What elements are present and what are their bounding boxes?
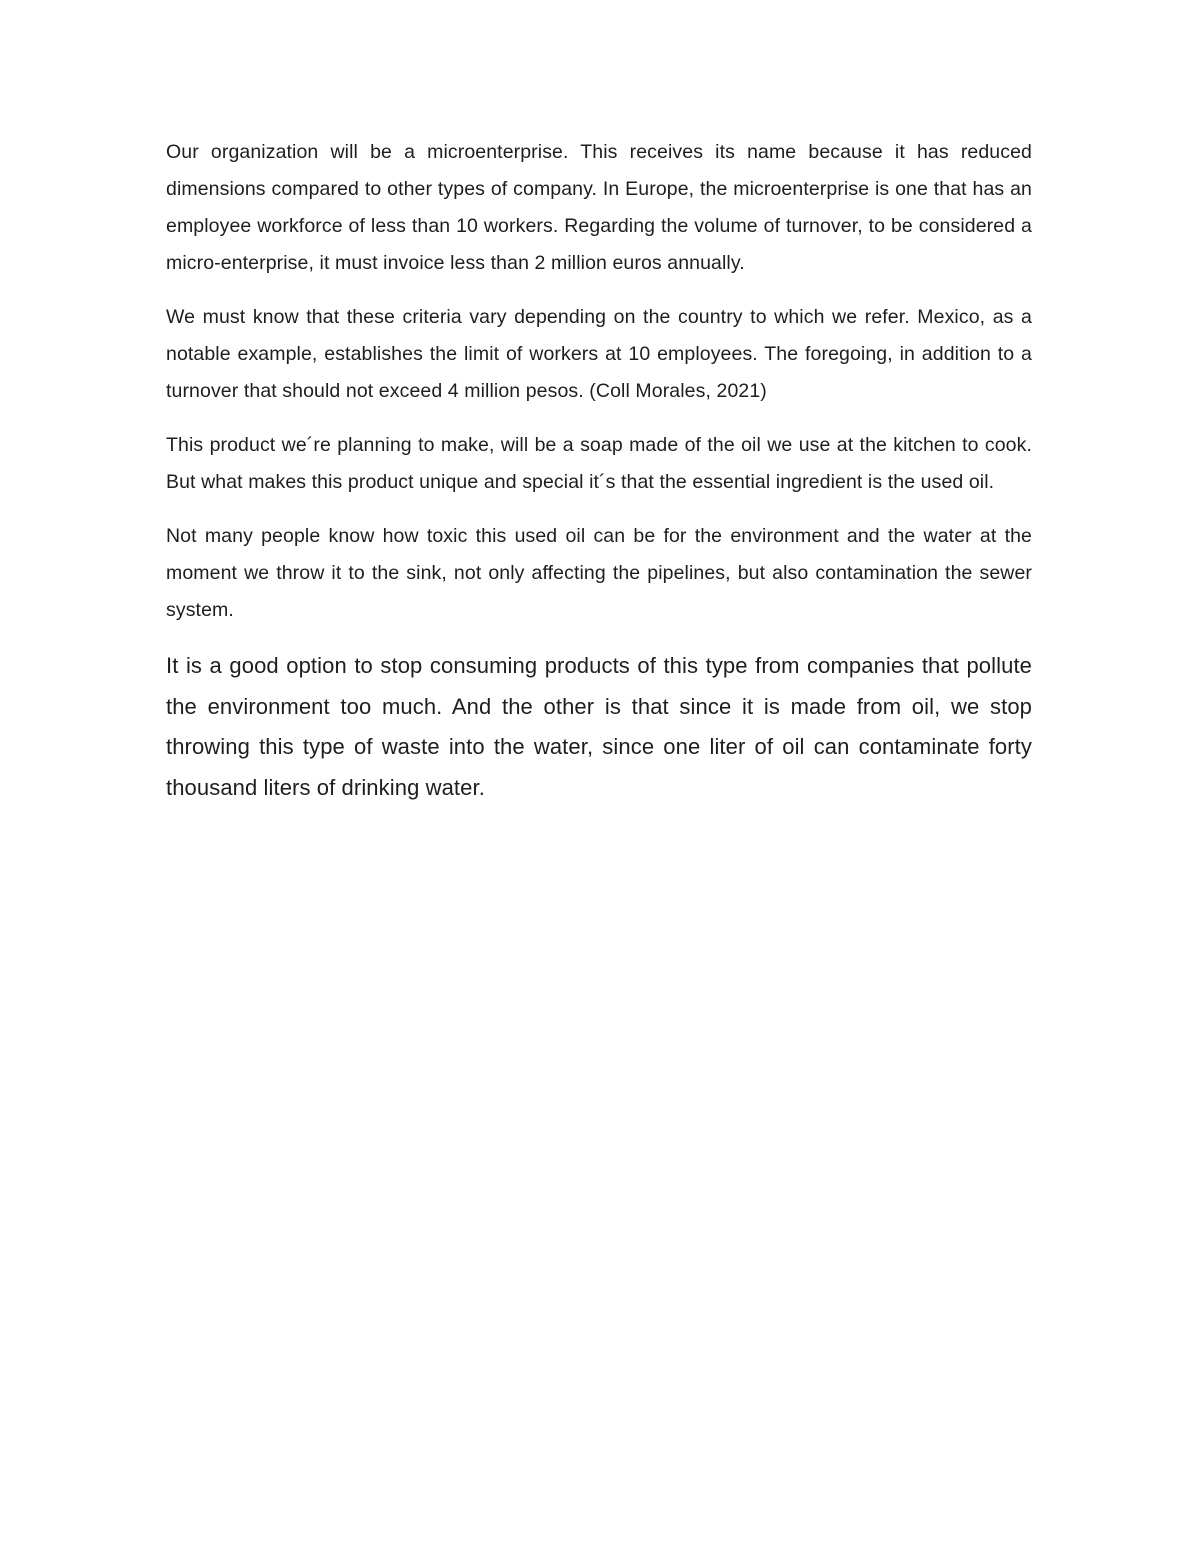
paragraph-oil-toxicity: Not many people know how toxic this used oil can be for the environment and the water at the moment we throw it to the sink, not only affecting the pipelines, but also contamination the sewer system. [166,525,1032,621]
paragraph-microenterprise-definition: Our organization will be a microenterprise. This receives its name because it has reduced dimensions compared to other types of company. In Europe, the microenterprise is one that has an employee workforce of less than 10 workers. Regarding the volume of turnover, to be considered a micro-enterprise, it must invoice less than 2 million euros annually. [166,141,1032,274]
paragraph-product-description: This product we´re planning to make, will be a soap made of the oil we use at the kitchen to cook. But what makes this product unique and special it´s that the essential ingredient is the used oil. [166,434,1032,493]
paragraph-environmental-benefit: It is a good option to stop consuming products of this type from companies that pollute the environment too much. And the other is that since it is made from oil, we stop throwing this type of waste into the water, since one liter of oil can contaminate forty thousand liters of drinking water. [166,653,1032,800]
document-body [166,134,1032,825]
paragraph-country-criteria: We must know that these criteria vary depending on the country to which we refer. Mexico, as a notable example, establishes the limit of workers at 10 employees. The foregoing, in addition to a turnover that should not exceed 4 million pesos. (Coll Morales, 2021) [166,306,1032,402]
